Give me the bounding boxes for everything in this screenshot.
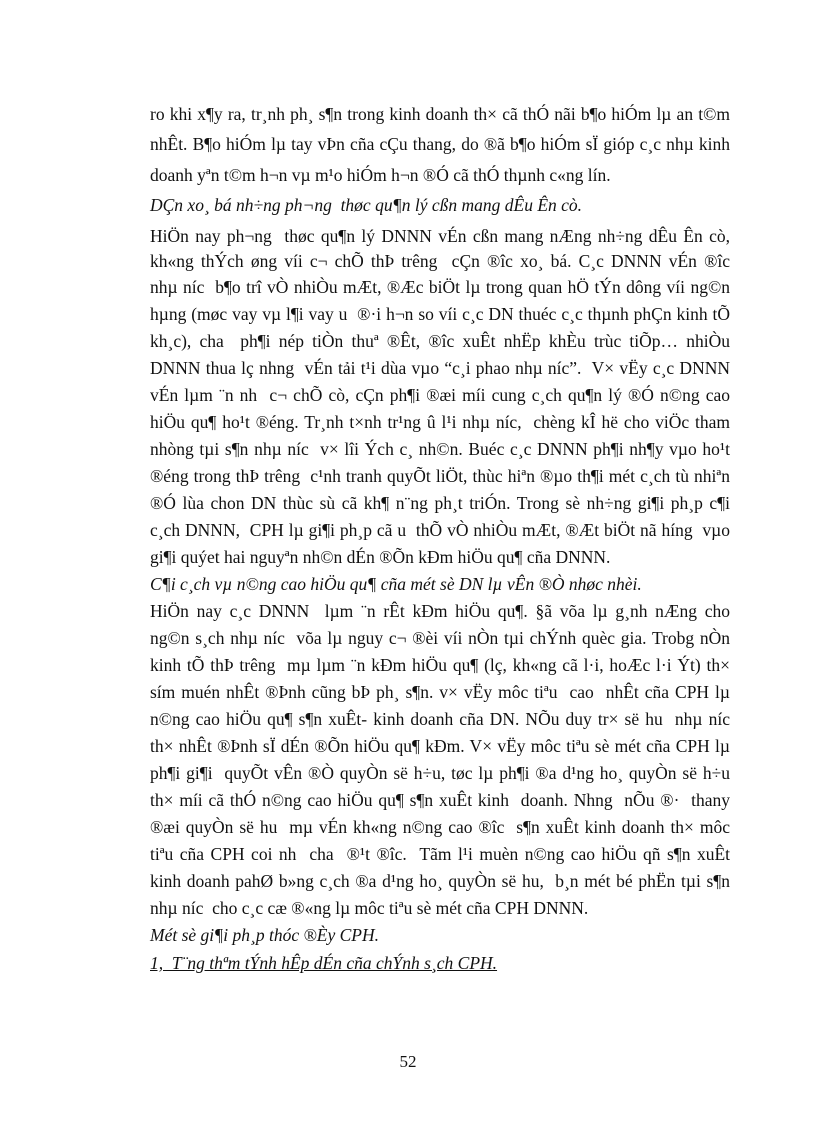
text-line: kh¸c), cha ph¶i nép tiÒn thuª ®Êt, ®îc xuÊt nhËp khÈu trùc tiÕp… nhiÒu bbox=[150, 331, 730, 351]
text-line: n©ng cao hiÖu qu¶ s¶n xuÊt- kinh doanh cña DN. NÕu duy tr× së hu nhµ níc bbox=[150, 709, 730, 729]
text-line: vÉn lµm ¨n nh c¬ chÕ cò, cÇn ph¶i ®æi míi cung c¸ch qu¶n lý ®Ó n©ng cao bbox=[150, 385, 730, 405]
text-line: ®Ó lùa chon DN thùc sù cã kh¶ n¨ng ph¸t triÓn. Trong sè nh÷ng gi¶i ph¸p c¶i bbox=[150, 493, 730, 513]
text-line: th× nhÊt ®Þnh sÏ dÉn ®Õn hiÖu qu¶ kÐm. V× vËy môc tiªu sè mét cña CPH lµ bbox=[150, 736, 730, 756]
section-heading: C¶i c¸ch vµ n©ng cao hiÖu qu¶ cña mét sè DN lµ vÊn ®Ò nhøc nhèi. bbox=[150, 574, 642, 594]
section-heading: DÇn xo¸ bá nh÷ng ph¬ng thøc qu¶n lý cßn mang dÊu Ên cò. bbox=[150, 195, 583, 215]
text-line: nhµ níc b¶o trî vÒ nhiÒu mÆt, ®Æc biÖt lµ trong quan hÖ tÝn dông víi ng©n bbox=[150, 277, 730, 297]
text-line: DNNN thua lç nhng vÉn tải t¹i dùa vµo “c¸i phao nhµ níc”. V× vËy c¸c DNNN bbox=[150, 358, 730, 378]
text-line: doanh yªn t©m h¬n vµ m¹o hiÓm h¬n ®Ó cã thÓ thµnh c«ng lín. bbox=[150, 165, 611, 185]
text-line: kinh tÕ thÞ trêng mµ lµm ¨n kÐm hiÖu qu¶ (lç, kh«ng cã l·i, hoÆc l·i Ýt) th× bbox=[150, 655, 730, 675]
text-line: ®æi quyÒn së hu mµ vÉn kh«ng n©ng cao ®îc s¶n xuÊt kinh doanh th× môc bbox=[150, 817, 730, 837]
section-heading: Mét sè gi¶i ph¸p thóc ®Èy CPH. bbox=[150, 925, 379, 945]
text-line: sím muén nhÊt ®Þnh cũng bÞ ph¸ s¶n. v× vËy môc tiªu cao nhÊt cña CPH lµ bbox=[150, 682, 730, 702]
numbered-heading: 1, T¨ng thªm tÝnh hÊp dÉn cña chÝnh s¸ch CPH. bbox=[150, 953, 498, 973]
text-line: hiÖu qu¶ ho¹t ®éng. Tr¸nh t×nh tr¹ng û l¹i nhµ níc, chèng kÎ hë cho viÖc tham bbox=[150, 412, 730, 432]
text-line: nhµ níc cho c¸c cæ ®«ng lµ môc tiªu sè mét cña CPH DNNN. bbox=[150, 898, 589, 918]
text-line: ro khi x¶y ra, tr¸nh ph¸ s¶n trong kinh doanh th× cã thÓ nãi b¶o hiÓm lµ an t©m bbox=[150, 104, 730, 124]
text-line: ®éng trong thÞ trêng c¹nh tranh quyÕt liÖt, thùc hiªn ®µo th¶i mét c¸ch tù nhiªn bbox=[150, 466, 730, 486]
text-line: kinh doanh pahØ b»ng c¸ch ®a d¹ng ho¸ quyÒn së hu, b¸n mét bé phËn tµi s¶n bbox=[150, 871, 730, 891]
text-line: c¸ch DNNN, CPH lµ gi¶i ph¸p cã u thÕ vÒ nhiÒu mÆt, ®Æt biÖt nã híng vµo bbox=[150, 520, 730, 540]
text-line: tiªu cña CPH coi nh cha ®¹t ®îc. Tãm l¹i muèn n©ng cao hiÖu qñ s¶n xuÊt bbox=[150, 844, 730, 864]
text-line: ng©n s¸ch nhµ níc võa lµ nguy c¬ ®èi víi nÒn tµi chÝnh quèc gia. Trobg nÒn bbox=[150, 628, 730, 648]
text-line: ph¶i gi¶i quyÕt vÊn ®Ò quyÒn së h÷u, tøc lµ ph¶i ®a d¹ng ho¸ quyÒn së h÷u bbox=[150, 763, 730, 783]
text-line: nhòng tµi s¶n nhµ níc v× lîi Ých c¸ nh©n. Buéc c¸c DNNN ph¶i nh¶y vµo ho¹t bbox=[150, 439, 730, 459]
text-line: HiÖn nay c¸c DNNN lµm ¨n rÊt kÐm hiÖu qu¶. §ã võa lµ g¸nh nÆng cho bbox=[150, 601, 730, 621]
text-line: gi¶i quýet hai nguyªn nh©n dÉn ®Õn kÐm hiÖu qu¶ cña DNNN. bbox=[150, 547, 611, 567]
text-line: nhÊt. B¶o hiÓm lµ tay vÞn cña cÇu thang, do ®ã b¶o hiÓm sÏ gióp c¸c nhµ kinh bbox=[150, 134, 730, 154]
page-number: 52 bbox=[399, 1052, 417, 1071]
text-line: HiÖn nay ph¬ng thøc qu¶n lý DNNN vÉn cßn mang nÆng nh÷ng dÊu Ên cò, bbox=[150, 226, 730, 246]
text-line: hµng (møc vay vµ l¶i vay u ®·i h¬n so víi c¸c DN thuéc c¸c thµnh phÇn kinh tÕ bbox=[150, 304, 730, 324]
text-line: kh«ng thÝch øng víi c¬ chÕ thÞ trêng cÇn ®îc xo¸ bá. C¸c DNNN vÉn ®îc bbox=[150, 251, 730, 271]
text-line: th× míi cã thÓ n©ng cao hiÖu qu¶ s¶n xuÊt kinh doanh. Nhng nÕu ®· thany bbox=[150, 790, 730, 810]
